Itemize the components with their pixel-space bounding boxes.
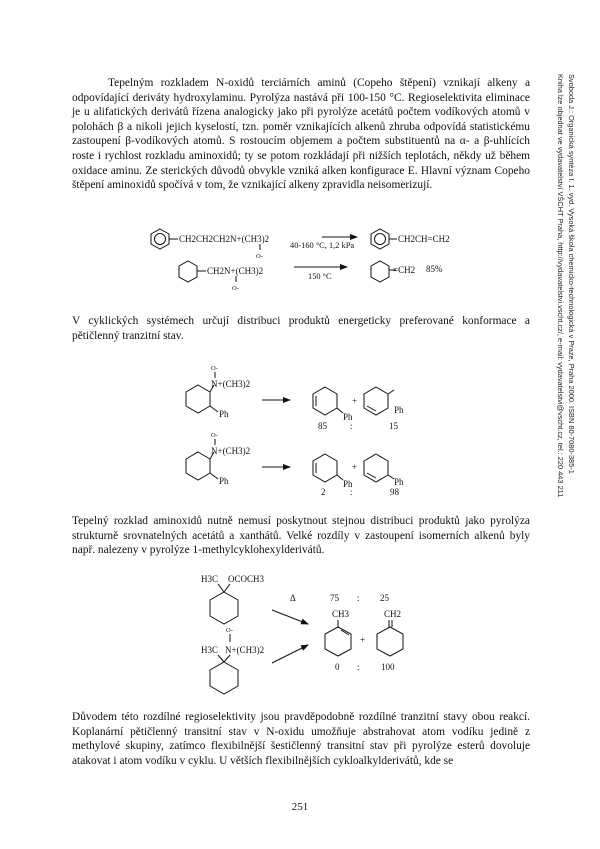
bond — [224, 584, 230, 592]
wedge-bond — [210, 406, 218, 412]
cyclohexane-ring-icon — [377, 627, 403, 656]
r1-conditions: 40-160 °C, 1,2 kPa — [290, 241, 355, 250]
row1-colon: : — [350, 421, 353, 431]
row2-oxide: O- — [211, 432, 218, 439]
aromatic-circle — [155, 234, 166, 245]
cyclohexane-ring-icon — [210, 662, 238, 694]
row1-ratio-a: 85 — [318, 421, 327, 431]
bond — [224, 655, 230, 662]
citation-line-2: Kniha lze objednat ve vydavatelství VŠCHT Praha, http://vydavatelstvi.vscht.cz/, e-mail: vydavatelstvi@vscht.cz, tel.: 220 443 211 — [556, 74, 565, 498]
amine-group: N+(CH3)2 — [225, 645, 265, 655]
acetate-methyl: H3C — [201, 574, 219, 584]
row2-ph-product1: Ph — [343, 479, 353, 489]
row2-ph-product2: Ph — [394, 477, 404, 487]
cyclohexane-ring-icon — [179, 261, 197, 282]
r2-yield: 85% — [426, 264, 443, 274]
r1-product: CH2CH=CH2 — [398, 234, 450, 244]
arrow-icon — [272, 610, 308, 624]
product2-sub: CH2 — [384, 609, 402, 619]
bond — [218, 655, 224, 662]
benzene-ring-icon — [151, 229, 169, 249]
paragraph-1-text: Tepelným rozkladem N-oxidů terciárních aminů (Copeho štěpení) vznikají alkeny a odpovídající deriváty hydroxylaminu. Pyrolýza nastává při 100-150 °C. Regioselektivita eliminace je u alifatických derivátů řízena analogicky jako při pyrolýze acetátů počtem vodíkových atomů v polohách β a nikoli jejich kyselostí, tzn. poměr vznikajících alkenů zhruba odpovídá statistickému zastoupení β-vodíkových atomů. S rostoucím objemem a počtem substituentů na α- a β-uhlících roste i rychlost rozkladu aminoxidů; ty se potom rozkládají při nižších teplotách, někdy už během oxidace aminu. Ze sterických důvodů obvykle vzniká alken konfigurace E. Hlavní význam Copeho štěpení aminoxidů spočívá v tom, že vznikající alkeny zpravidla neisomerizují. — [72, 77, 530, 192]
cyclohexene-ring-icon — [313, 454, 337, 482]
ester-colon: : — [357, 593, 360, 603]
r2-oxide: O- — [232, 285, 239, 292]
row2-colon: : — [350, 487, 353, 497]
cyclohexane-ring-icon — [210, 592, 238, 624]
scheme1-reaction1 — [151, 229, 450, 260]
row1-amine: N+(CH3)2 — [211, 379, 251, 389]
r2-conditions: 150 °C — [308, 272, 332, 281]
row1-plus: + — [352, 396, 358, 406]
r2-product: =CH2 — [393, 265, 416, 275]
benzene-ring-icon — [371, 229, 389, 249]
oxide-label: O- — [226, 627, 233, 634]
delta-symbol: Δ — [290, 593, 296, 603]
cyclohexene-ring-icon — [325, 627, 351, 656]
scheme3 — [201, 574, 403, 694]
ester-ratio-a: 75 — [330, 593, 339, 603]
product-plus: + — [360, 635, 366, 645]
oxide-ratio-b: 100 — [381, 662, 395, 672]
row2-plus: + — [352, 462, 358, 472]
paragraph-3-text: Tepelný rozklad aminoxidů nutně nemusí poskytnout stejnou distribuci produktů jako pyrolýza strukturně srovnatelných acetátů a xanthátů. Velké rozdíly v zastoupení isomerních alkenů byly např. nalezeny v pyrolýze 1-methylcyklohexylderivátů. — [72, 515, 530, 557]
row1-ph-product1: Ph — [343, 412, 353, 422]
citation-line-1: Svoboda J.: Organická syntéza I. 1. vyd. Vysoká škola chemicko-technologická v Praze, Praha 2000. ISBN 80-7080-385-1 — [567, 74, 576, 474]
scheme2-row2 — [186, 432, 404, 497]
row1-ph: Ph — [219, 409, 229, 419]
cyclohexane-ring-icon — [186, 452, 210, 480]
bond — [388, 390, 394, 394]
arrow-icon — [272, 645, 308, 663]
page-number: 251 — [291, 801, 309, 813]
scheme2-row1 — [186, 365, 404, 431]
amine-methyl: H3C — [201, 645, 219, 655]
bond — [218, 584, 224, 592]
row2-ph: Ph — [219, 476, 229, 486]
row2-ratio-b: 98 — [390, 487, 399, 497]
row1-ph-product2: Ph — [394, 405, 404, 415]
cyclohexane-ring-icon — [186, 385, 210, 413]
paragraph-4-text: Důvodem této rozdílné regioselektivity jsou pravděpodobně rozdílné tranzitní stavy obou reakcí. Koplanární pětičlenný transitní stav v N-oxidu umožňuje abstrahovat atom vodíku jedině z methylové skupiny, zatímco flexibilnější šestičlenný transitní stav při pyrolýze esterů dovoluje atakovat i atom vodíku v cyklu. U větších flexibilnějších cykloalkylderivátů, kde se — [72, 711, 530, 767]
cyclohexane-ring-icon — [371, 261, 389, 282]
acetate-group: OCOCH3 — [228, 574, 265, 584]
aromatic-circle — [375, 234, 386, 245]
scheme1-reaction2 — [179, 261, 443, 292]
row2-amine: N+(CH3)2 — [211, 446, 251, 456]
cyclohexene-ring-icon — [313, 387, 337, 415]
r1-oxide: O- — [256, 253, 263, 260]
oxide-colon: : — [357, 662, 360, 672]
oxide-ratio-a: 0 — [335, 662, 340, 672]
r1-reactant-chain: CH2CH2CH2N+(CH3)2 — [179, 234, 270, 244]
row1-ratio-b: 15 — [389, 421, 398, 431]
wedge-bond — [210, 473, 218, 479]
ester-ratio-b: 25 — [380, 593, 389, 603]
paragraph-2-text: V cyklických systémech určují distribuci produktů energeticky preferované konformace a pětičlenný tranzitní stav. — [72, 315, 530, 342]
row2-ratio-a: 2 — [321, 487, 326, 497]
r2-reactant-chain: CH2N+(CH3)2 — [207, 266, 264, 276]
row1-oxide: O- — [211, 365, 218, 372]
product1-sub: CH3 — [332, 609, 350, 619]
